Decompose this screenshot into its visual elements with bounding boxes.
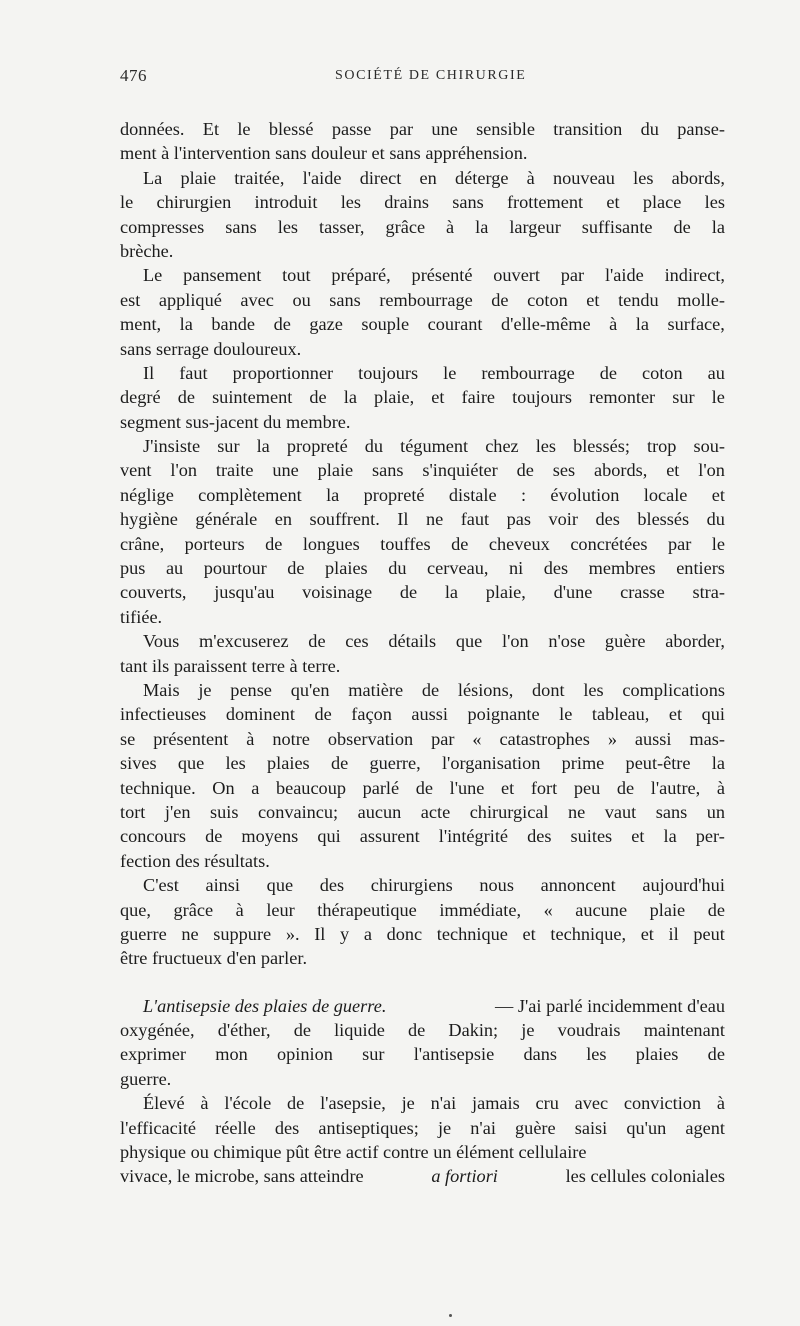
text-line: Vous m'excuserez de ces détails que l'on n'ose guère aborder, <box>143 631 725 652</box>
text-line: segment sus-jacent du membre. <box>120 411 351 432</box>
text-line: Mais je pense qu'en matière de lésions, dont les complications <box>143 679 725 700</box>
page-header <box>120 66 725 90</box>
text-line: Le pansement tout préparé, présenté ouvert par l'aide indirect, <box>143 265 725 286</box>
paragraph <box>120 1091 725 1164</box>
text-line: guerre ne suppure ». Il y a donc technique et technique, et il peut <box>120 923 725 944</box>
text-line: vent l'on traite une plaie sans s'inquiéter de ses abords, et l'on <box>120 460 725 481</box>
text-line: le chirurgien introduit les drains sans frottement et place les <box>120 192 725 213</box>
paragraph <box>120 166 725 264</box>
running-title: SOCIÉTÉ DE CHIRURGIE <box>335 68 527 83</box>
text-line: concours de moyens qui assurent l'intégrité des suites et la per- <box>120 826 725 847</box>
print-speck <box>449 1314 452 1317</box>
text-line: oxygénée, d'éther, de liquide de Dakin; je voudrais maintenant <box>120 1020 725 1041</box>
text-line: C'est ainsi que des chirurgiens nous annoncent aujourd'hui <box>143 875 725 896</box>
text-line: brèche. <box>120 240 174 261</box>
text-line: crâne, porteurs de longues touffes de cheveux concrétées par le <box>120 533 725 554</box>
text-line: ment à l'intervention sans douleur et sans appréhension. <box>120 143 528 164</box>
text-line: technique. On a beaucoup parlé de l'une et fort peu de l'autre, à <box>120 777 725 798</box>
text-line: néglige complètement la propreté distale : évolution locale et <box>120 484 725 505</box>
paragraph <box>120 263 725 361</box>
text-line: infectieuses dominent de façon aussi poignante le tableau, et qui <box>120 704 725 725</box>
final-line-start: vivace, le microbe, sans atteindre <box>120 1166 364 1187</box>
text-line: couverts, jusqu'au voisinage de la plaie, d'une crasse stra- <box>120 582 725 603</box>
text-line: que, grâce à leur thérapeutique immédiate, « aucune plaie de <box>120 899 725 920</box>
text-line: Il faut proportionner toujours le rembourrage de coton au <box>143 362 725 383</box>
final-line-end: les cellules coloniales <box>565 1166 725 1187</box>
paragraph <box>120 678 725 873</box>
text-line: être fructueux d'en parler. <box>120 948 308 969</box>
final-line <box>120 1164 725 1188</box>
section-heading <box>120 994 725 1018</box>
body-text <box>120 117 725 1189</box>
text-line: se présentent à notre observation par « catastrophes » aussi mas- <box>120 728 725 749</box>
text-line: compresses sans les tasser, grâce à la largeur suffisante de la <box>120 216 725 237</box>
text-line: est appliqué avec ou sans rembourrage de coton et tendu molle- <box>120 289 725 310</box>
section-gap <box>120 971 725 994</box>
text-line: hygiène générale en souffrent. Il ne faut pas voir des blessés du <box>120 509 725 530</box>
text-line: degré de suintement de la plaie, et faire toujours remonter sur le <box>120 387 725 408</box>
text-line: guerre. <box>120 1068 172 1089</box>
section-heading-rest: — J'ai parlé incidemment d'eau <box>495 995 725 1016</box>
page-number: 476 <box>120 66 147 85</box>
text-line: J'insiste sur la propreté du tégument chez les blessés; trop sou- <box>143 436 725 457</box>
text-line: l'efficacité réelle des antiseptiques; je n'ai guère saisi qu'un agent <box>120 1117 725 1138</box>
paragraph <box>120 434 725 629</box>
paragraph <box>120 873 725 971</box>
text-line: La plaie traitée, l'aide direct en déterge à nouveau les abords, <box>143 167 725 188</box>
text-line: physique ou chimique pût être actif contre un élément cellulaire <box>120 1142 587 1163</box>
text-line: tifiée. <box>120 606 163 627</box>
text-line: tant ils paraissent terre à terre. <box>120 655 341 676</box>
text-line: fection des résultats. <box>120 850 270 871</box>
text-line: sives que les plaies de guerre, l'organisation prime peut-être la <box>120 753 725 774</box>
paragraph <box>120 1018 725 1091</box>
text-line: données. Et le blessé passe par une sensible transition du panse- <box>120 119 725 139</box>
paragraph <box>120 361 725 434</box>
text-line: tort j'en suis convaincu; aucun acte chirurgical ne vaut sans un <box>120 801 725 822</box>
text-line: Élevé à l'école de l'asepsie, je n'ai jamais cru avec conviction à <box>143 1093 725 1114</box>
text-line: sans serrage douloureux. <box>120 338 302 359</box>
final-line-italic: a fortiori <box>431 1166 498 1187</box>
text-line: ment, la bande de gaze souple courant d'elle-même à la surface, <box>120 314 725 335</box>
text-line: exprimer mon opinion sur l'antisepsie dans les plaies de <box>120 1044 725 1065</box>
section-heading-italic: L'antisepsie des plaies de guerre. <box>143 995 387 1016</box>
paragraph <box>120 629 725 678</box>
paragraph <box>120 117 725 166</box>
text-line: pus au pourtour de plaies du cerveau, ni des membres entiers <box>120 558 725 579</box>
